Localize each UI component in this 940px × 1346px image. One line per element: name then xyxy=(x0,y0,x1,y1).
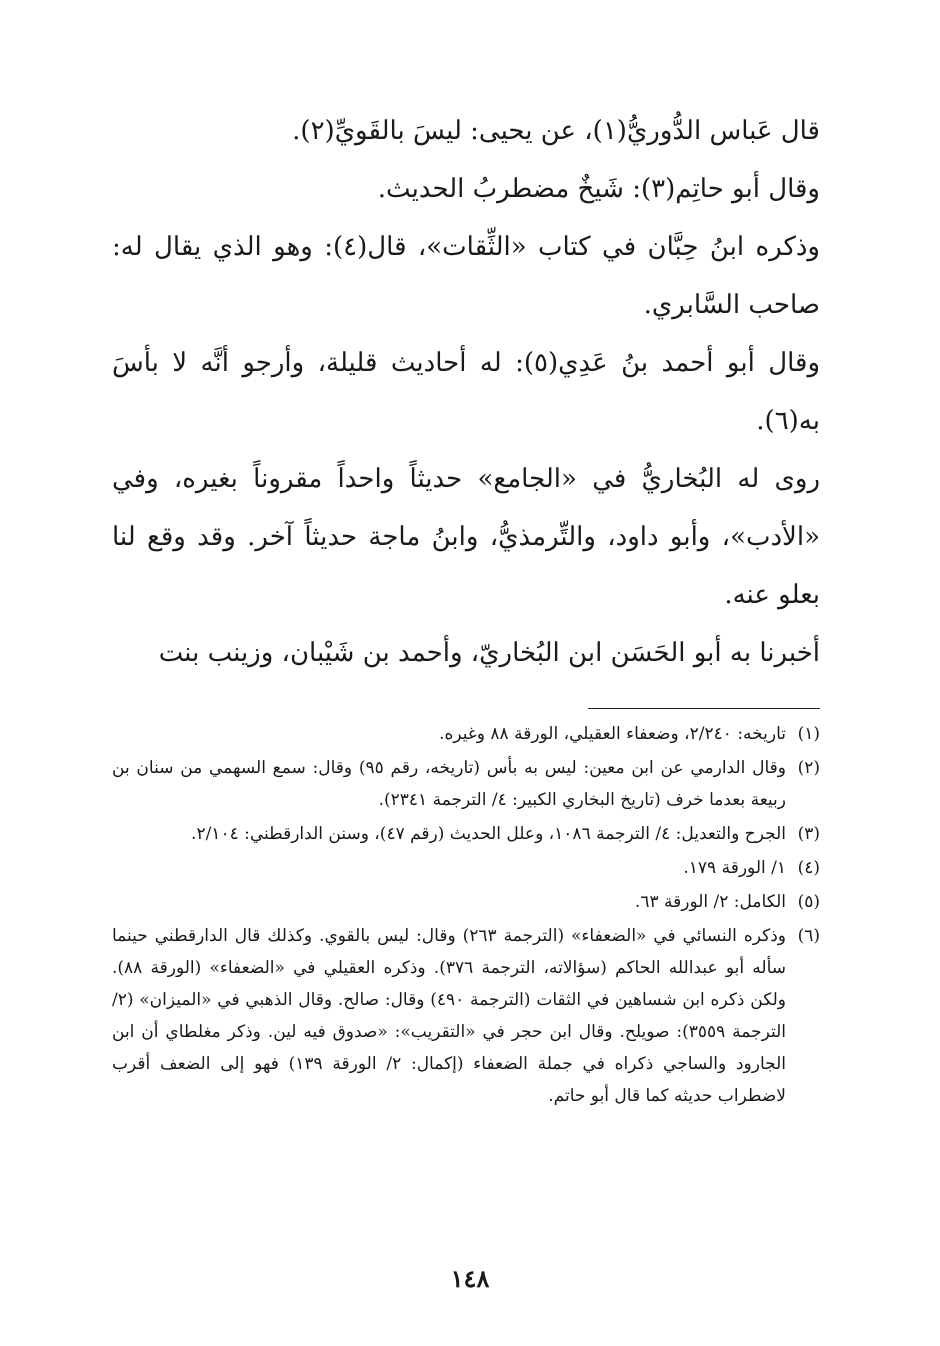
paragraph-5: روى له البُخاريُّ في «الجامع» حديثاً واحداً مقروناً بغيره، وفي «الأدب»، وأبو داود، والتِّرمذيُّ، وابنُ ماجة حديثاً آخر. وقد وقع لنا بعلو عنه. xyxy=(112,464,820,610)
footnote-number: (٣) xyxy=(797,824,820,844)
footnote-3 xyxy=(112,818,820,850)
footnote-number: (٢) xyxy=(797,758,820,778)
footnote-4 xyxy=(112,852,820,884)
paragraph-6: أخبرنا به أبو الحَسَن ابن البُخاريّ، وأحمد بن شَيْبان، وزينب بنت xyxy=(158,638,820,668)
paragraph-2: وقال أبو حاتِم(٣): شَيخٌ مضطربُ الحديث. xyxy=(377,174,820,204)
footnote-text: الجرح والتعديل: ٤/ الترجمة ١٠٨٦، وعلل الحديث (رقم ٤٧)، وسنن الدارقطني: ٢/١٠٤. xyxy=(191,824,786,844)
footnotes xyxy=(112,718,820,1114)
footnote-text: وذكره النسائي في «الضعفاء» (الترجمة ٢٦٣) وقال: ليس بالقوي. وكذلك قال الدارقطني حينما سأله أبو عبدالله الحاكم (سؤالاته، الترجمة ٣٧٦). وذكره العقيلي في «الضعفاء» (الورقة ٨٨). ولكن ذكره ابن شساهين في الثقات (الترجمة ٤٩٠) وقال: صالح. وقال الذهبي في «الميزان» (٢/ الترجمة ٣٥٥٩): صويلح. وقال ابن حجر في «التقريب»: «صدوق فيه لين. وذكر مغلطاي أن ابن الجارود والساجي ذكراه في جملة الضعفاء (إكمال: ٢/ الورقة ١٣٩) فهو إلى الضعف أقرب لاضطراب حديثه كما قال أبو حاتم. xyxy=(112,926,787,1106)
footnote-text: ١/ الورقة ١٧٩. xyxy=(683,858,786,878)
footnote-5 xyxy=(112,886,820,918)
footnote-text: تاريخه: ٢/٢٤٠، وضعفاء العقيلي، الورقة ٨٨ وغيره. xyxy=(439,724,786,744)
footnote-1 xyxy=(112,718,820,750)
page-number: ١٤٨ xyxy=(450,1264,490,1293)
footnote-number: (٦) xyxy=(797,926,820,946)
footnote-number: (٥) xyxy=(797,892,820,912)
paragraph-1: قال عَباس الدُّوريُّ(١)، عن يحيى: ليسَ بالقَويِّ(٢). xyxy=(292,116,820,146)
footnote-divider xyxy=(588,708,820,709)
paragraph-3: وذكره ابنُ حِبَّان في كتاب «الثِّقات»، قال(٤): وهو الذي يقال له: صاحب السَّابري. xyxy=(112,232,820,320)
footnote-text: وقال الدارمي عن ابن معين: ليس به بأس (تاريخه، رقم ٩٥) وقال: سمع السهمي من سنان بن ربيعة بعدما خرف (تاريخ البخاري الكبير: ٤/ الترجمة ٢٣٤١). xyxy=(112,758,786,810)
footnote-2 xyxy=(112,752,820,816)
footnote-6 xyxy=(112,920,820,1112)
paragraph-4: وقال أبو أحمد بنُ عَدِي(٥): له أحاديث قليلة، وأرجو أنَّه لا بأسَ به(٦). xyxy=(112,348,821,436)
footnote-text: الكامل: ٢/ الورقة ٦٣. xyxy=(634,892,786,912)
footnote-number: (١) xyxy=(797,724,820,744)
main-text xyxy=(112,102,820,682)
footnote-number: (٤) xyxy=(797,858,820,878)
